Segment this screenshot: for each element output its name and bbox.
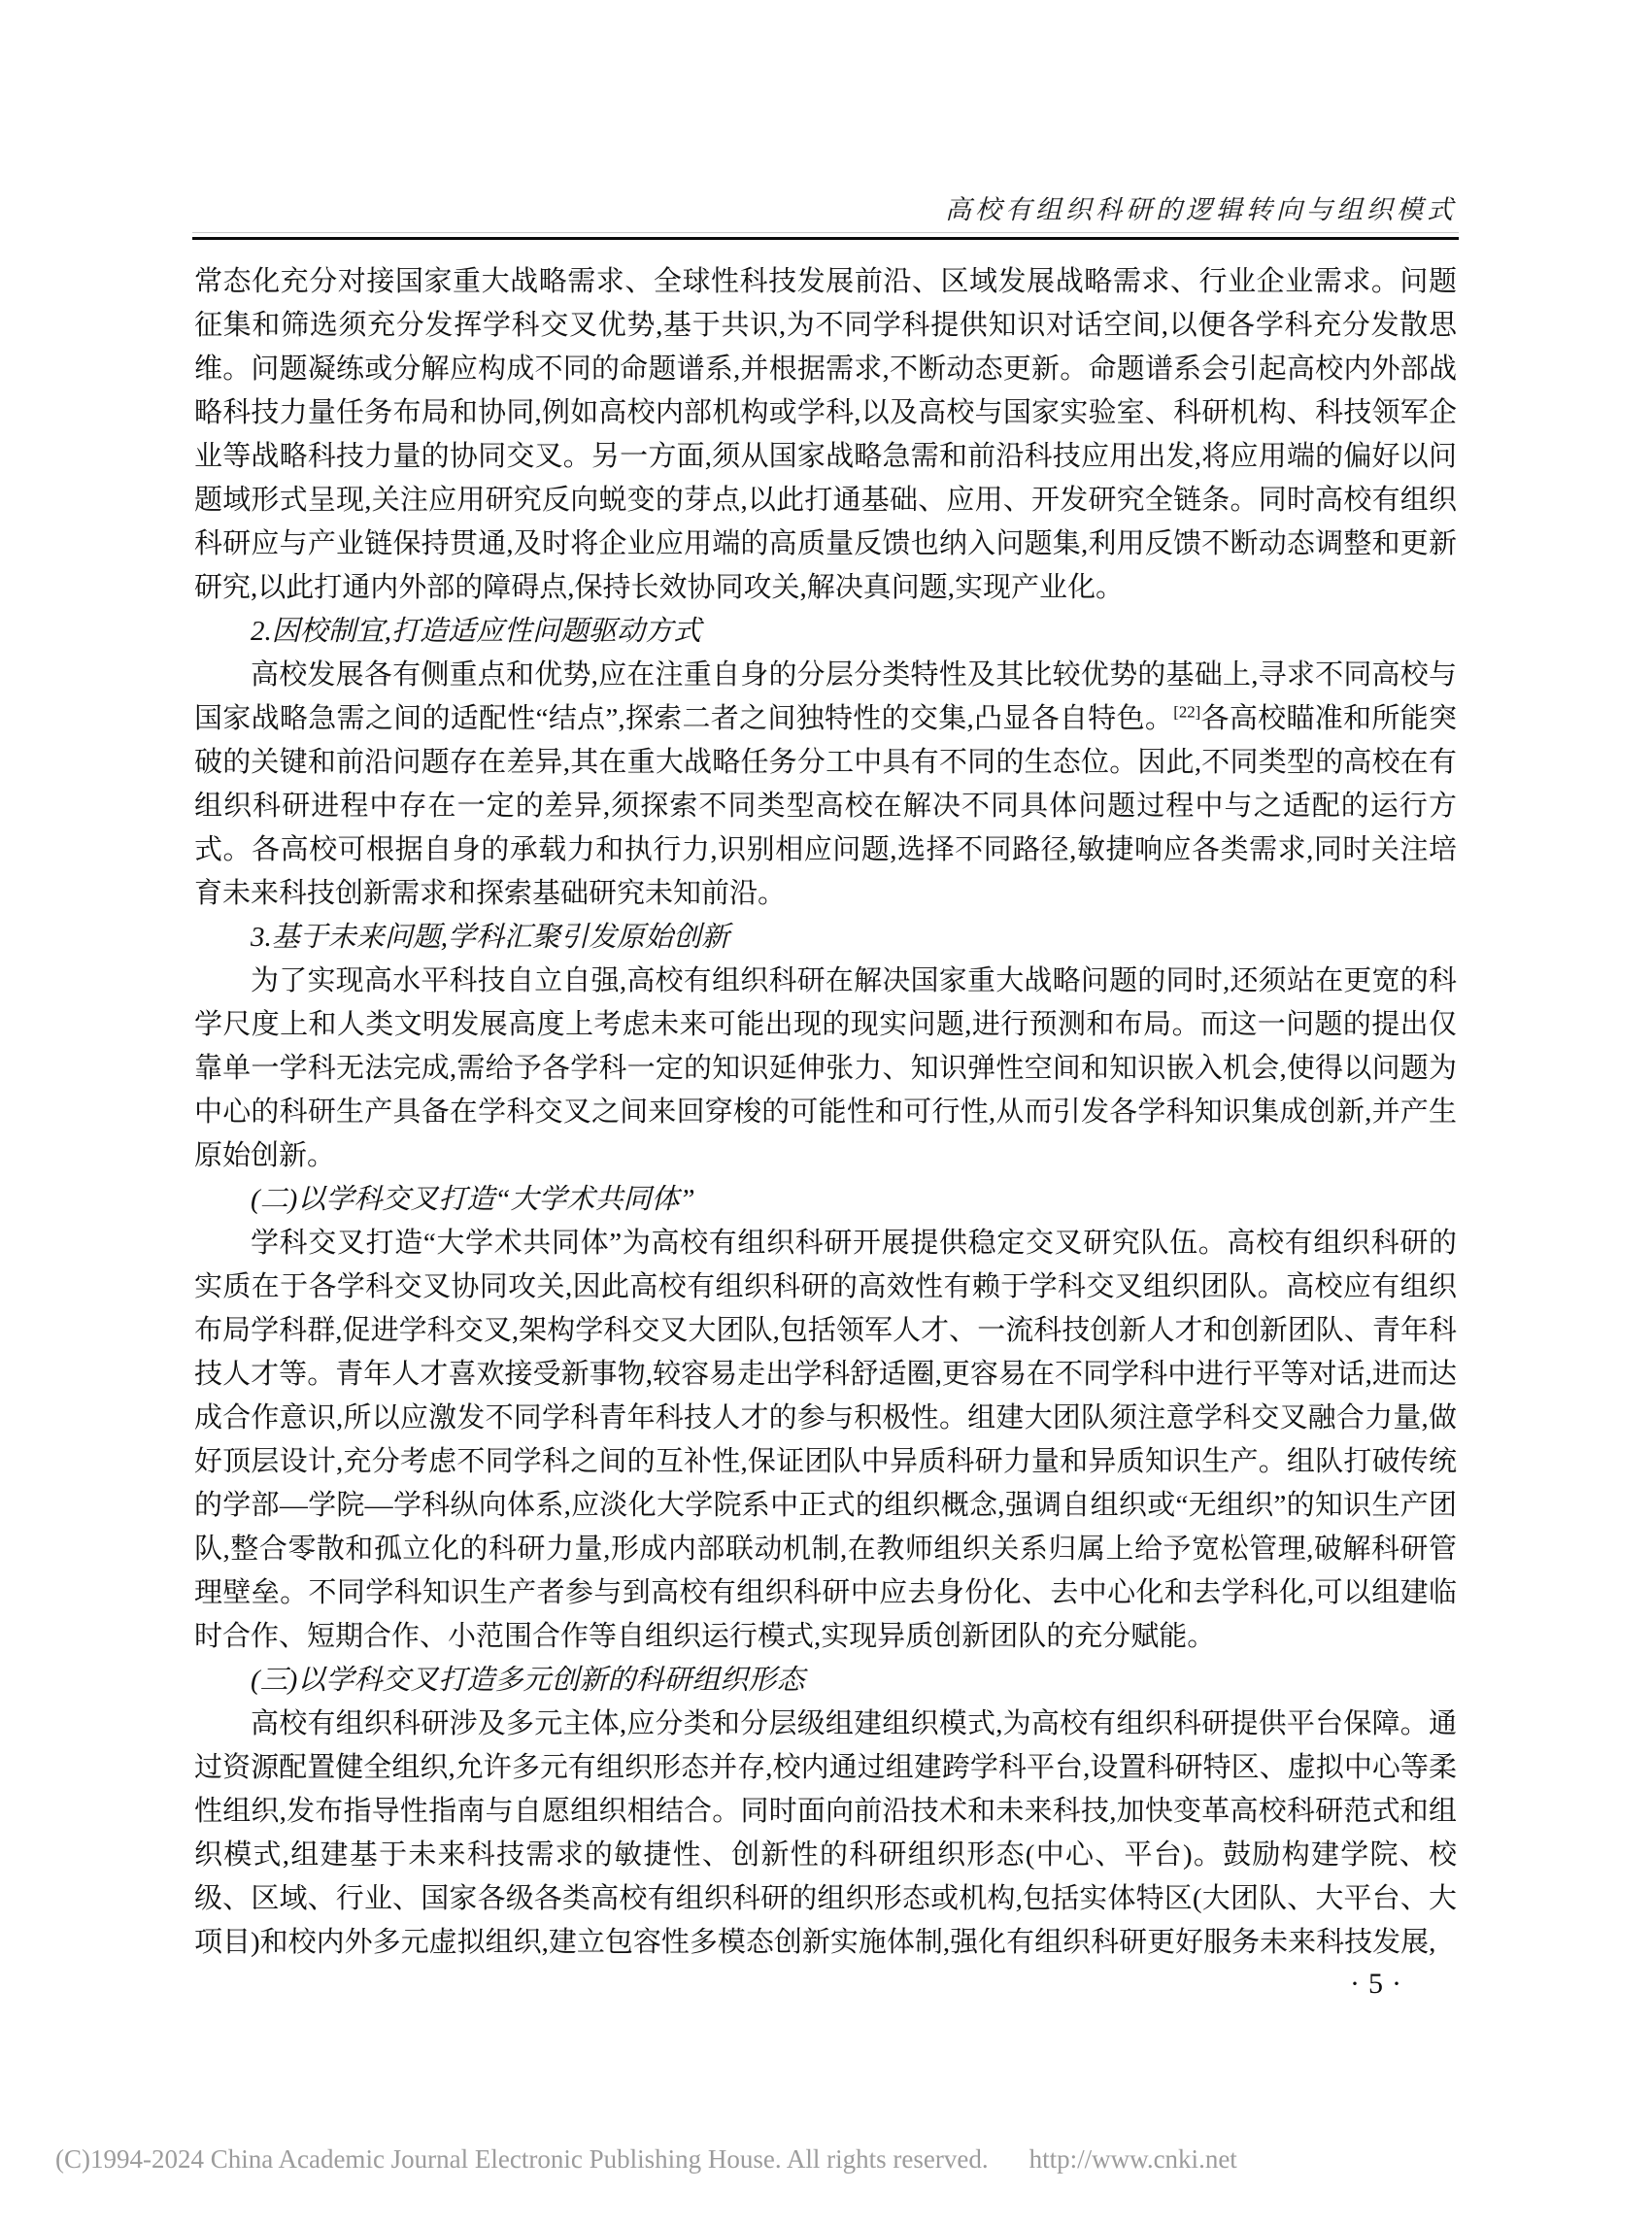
body-paragraph	[194, 654, 1457, 916]
footer-url: http://www.cnki.net	[1028, 2144, 1237, 2174]
subsection-heading: (二)以学科交叉打造“大学术共同体”	[251, 1184, 695, 1215]
body-paragraph: 常态化充分对接国家重大战略需求、全球性科技发展前沿、区域发展战略需求、行业企业需求。问题征集和筛选须充分发挥学科交叉优势,基于共识,为不同学科提供知识对话空间,以便各学科充分发散思维。问题凝练或分解应构成不同的命题谱系,并根据需求,不断动态更新。命题谱系会引起高校内外部战略科技力量任务布局和协同,例如高校内部机构或学科,以及高校与国家实验室、科研机构、科技领军企业等战略科技力量的协同交叉。另一方面,须从国家战略急需和前沿科技应用出发,将应用端的偏好以问题域形式呈现,关注应用研究反向蜕变的芽点,以此打通基础、应用、开发研究全链条。同时高校有组织科研应与产业链保持贯通,及时将企业应用端的高质量反馈也纳入问题集,利用反馈不断动态调整和更新研究,以此打通内外部的障碍点,保持长效协同攻关,解决真问题,实现产业化。	[194, 266, 1457, 603]
header-rule	[192, 232, 1459, 240]
running-header-title: 高校有组织科研的逻辑转向与组织模式	[945, 195, 1457, 224]
section-heading: 2.因校制宜,打造适应性问题驱动方式	[251, 616, 702, 647]
body-paragraph: 高校有组织科研涉及多元主体,应分类和分层级组建组织模式,为高校有组织科研提供平台保障。通过资源配置健全组织,允许多元有组织形态并存,校内通过组建跨学科平台,设置科研特区、虚拟中心等柔性组织,发布指导性指南与自愿组织相结合。同时面向前沿技术和未来科技,加快变革高校科研范式和组织模式,组建基于未来科技需求的敏捷性、创新性的科研组织形态(中心、平台)。鼓励构建学院、校级、区域、行业、国家各级各类高校有组织科研的组织形态或机构,包括实体特区(大团队、大平台、大项目)和校内外多元虚拟组织,建立包容性多模态创新实施体制,强化有组织科研更好服务未来科技发展,	[194, 1708, 1457, 1958]
paragraph-text: 各高校瞄准和所能突破的关键和前沿问题存在差异,其在重大战略任务分工中具有不同的生态位。因此,不同类型的高校在有组织科研进程中存在一定的差异,须探索不同类型高校在解决不同具体问题过程中与之适配的运行方式。各高校可根据自身的承载力和执行力,识别相应问题,选择不同路径,敏捷响应各类需求,同时关注培育未来科技创新需求和探索基础研究未知前沿。	[194, 703, 1457, 909]
footer	[55, 2144, 1237, 2175]
footer-copyright: (C)1994-2024 China Academic Journal Electronic Publishing House. All rights reserved.	[55, 2144, 989, 2174]
article-body	[194, 260, 1457, 1965]
paragraph-text: 高校发展各有侧重点和优势,应在注重自身的分层分类特性及其比较优势的基础上,寻求不同高校与国家战略急需之间的适配性“结点”,探索二者之间独特性的交集,凸显各自特色。	[194, 659, 1457, 734]
subsection-heading: (三)以学科交叉打造多元创新的科研组织形态	[251, 1665, 805, 1696]
section-heading: 3.基于未来问题,学科汇聚引发原始创新	[251, 922, 730, 953]
page-number: ·5·	[1350, 1968, 1410, 2000]
citation-superscript: [22]	[1173, 702, 1201, 722]
body-paragraph: 学科交叉打造“大学术共同体”为高校有组织科研开展提供稳定交叉研究队伍。高校有组织科研的实质在于各学科交叉协同攻关,因此高校有组织科研的高效性有赖于学科交叉组织团队。高校应有组织布局学科群,促进学科交叉,架构学科交叉大团队,包括领军人才、一流科技创新人才和创新团队、青年科技人才等。青年人才喜欢接受新事物,较容易走出学科舒适圈,更容易在不同学科中进行平等对话,进而达成合作意识,所以应激发不同学科青年科技人才的参与积极性。组建大团队须注意学科交叉融合力量,做好顶层设计,充分考虑不同学科之间的互补性,保证团队中异质科研力量和异质知识生产。组队打破传统的学部—学院—学科纵向体系,应淡化大学院系中正式的组织概念,强调自组织或“无组织”的知识生产团队,整合零散和孤立化的科研力量,形成内部联动机制,在教师组织关系归属上给予宽松管理,破解科研管理壁垒。不同学科知识生产者参与到高校有组织科研中应去身份化、去中心化和去学科化,可以组建临时合作、短期合作、小范围合作等自组织运行模式,实现异质创新团队的充分赋能。	[194, 1228, 1457, 1652]
body-paragraph: 为了实现高水平科技自立自强,高校有组织科研在解决国家重大战略问题的同时,还须站在更宽的科学尺度上和人类文明发展高度上考虑未来可能出现的现实问题,进行预测和布局。而这一问题的提出仅靠单一学科无法完成,需给予各学科一定的知识延伸张力、知识弹性空间和知识嵌入机会,使得以问题为中心的科研生产具备在学科交叉之间来回穿梭的可能性和可行性,从而引发各学科知识集成创新,并产生原始创新。	[194, 965, 1457, 1171]
